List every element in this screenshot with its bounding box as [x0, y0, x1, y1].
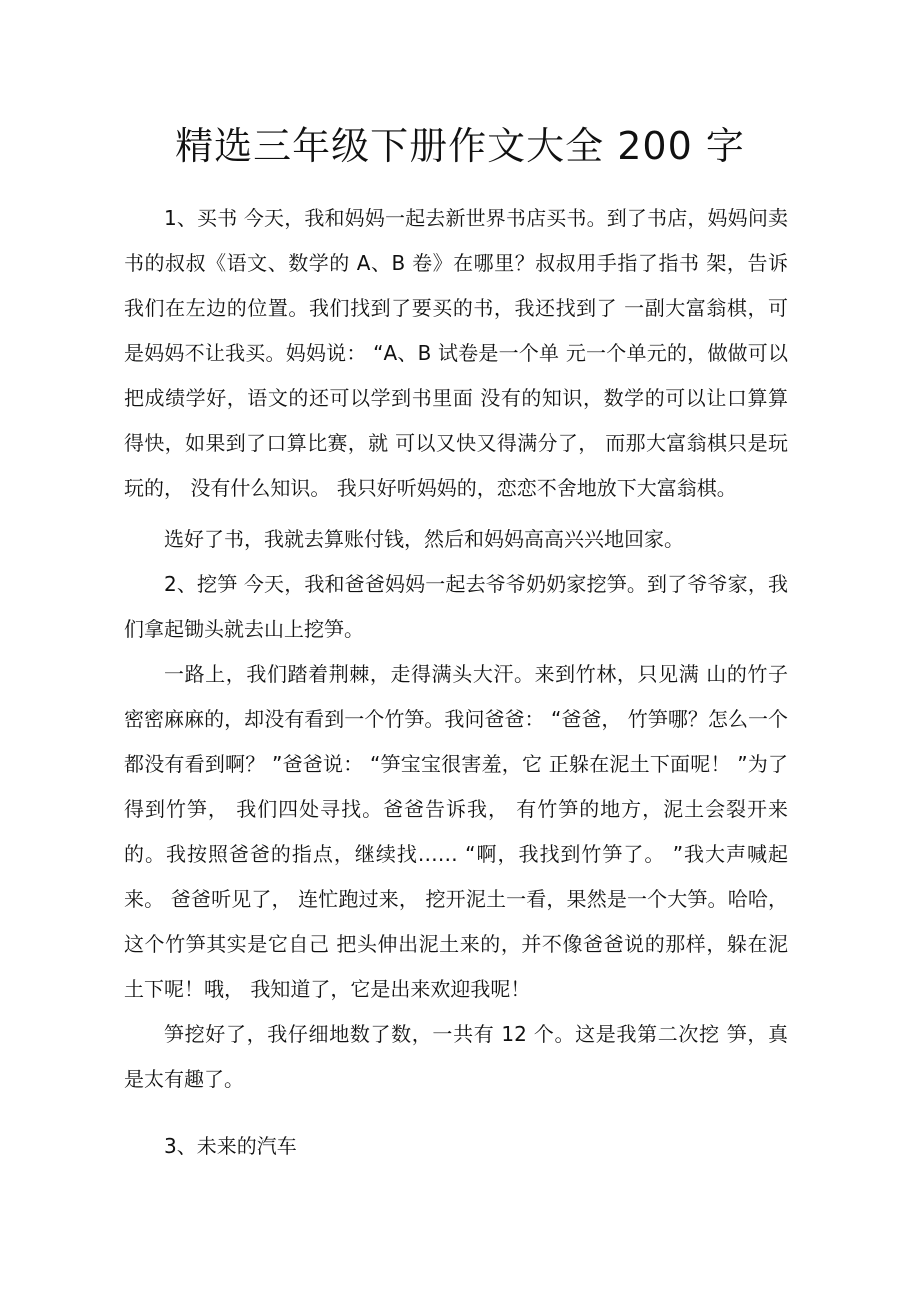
paragraph-dig-bamboo-intro: 2、挖笋 今天，我和爸爸妈妈一起去爷爷奶奶家挖笋。到了爷爷家，我们拿起锄头就去山上挖笋。 [124, 572, 788, 641]
paragraph-dig-bamboo-ending: 笋挖好了，我仔细地数了数，一共有 12 个。这是我第二次挖 笋，真是太有趣了。 [124, 1022, 788, 1091]
paragraph-buy-books-ending: 选好了书，我就去算账付钱，然后和妈妈高高兴兴地回家。 [164, 527, 684, 551]
paragraph-dig-bamboo-story: 一路上，我们踏着荆棘，走得满头大汗。来到竹林，只见满 山的竹子密密麻麻的，却没有看到一个竹笋。我问爸爸： “爸爸， 竹笋哪？怎么一个都没有看到啊？ ”爸爸说： “笋宝宝很害羞，它 正躲在泥土下面呢！ ”为了得到竹笋， 我们四处寻找。爸爸告诉我， 有竹笋的地方，泥土会裂开来的。我按照爸爸的指点，继续找…… “啊，我找到竹笋了。 ”我大声喊起来。 爸爸听见了， 连忙跑过来， 挖开泥土一看，果然是一个大笋。哈哈，这个竹笋其实是它自己 把头伸出泥土来的，并不像爸爸说的那样，躲在泥土下呢！哦， 我知道了，它是出来欢迎我呢！ [124, 662, 788, 1001]
paragraph-future-car-heading: 3、未来的汽车 [164, 1134, 297, 1158]
paragraph-buy-books: 1、买书 今天，我和妈妈一起去新世界书店买书。到了书店，妈妈问卖书的叔叔《语文、数学的 A、B 卷》在哪里？叔叔用手指了指书 架，告诉我们在左边的位置。我们找到了要买的书，我还找到了 一副大富翁棋，可是妈妈不让我买。妈妈说： “A、B 试卷是一个单 元一个单元的，做做可以把成绩学好，语文的还可以学到书里面 没有的知识，数学的可以让口算算得快，如果到了口算比赛，就 可以又快又得满分了， 而那大富翁棋只是玩玩的， 没有什么知识。 我只好听妈妈的，恋恋不舍地放下大富翁棋。 [124, 206, 788, 500]
page-title: 精选三年级下册作文大全 200 字 [175, 124, 745, 168]
article-body [124, 196, 788, 1169]
